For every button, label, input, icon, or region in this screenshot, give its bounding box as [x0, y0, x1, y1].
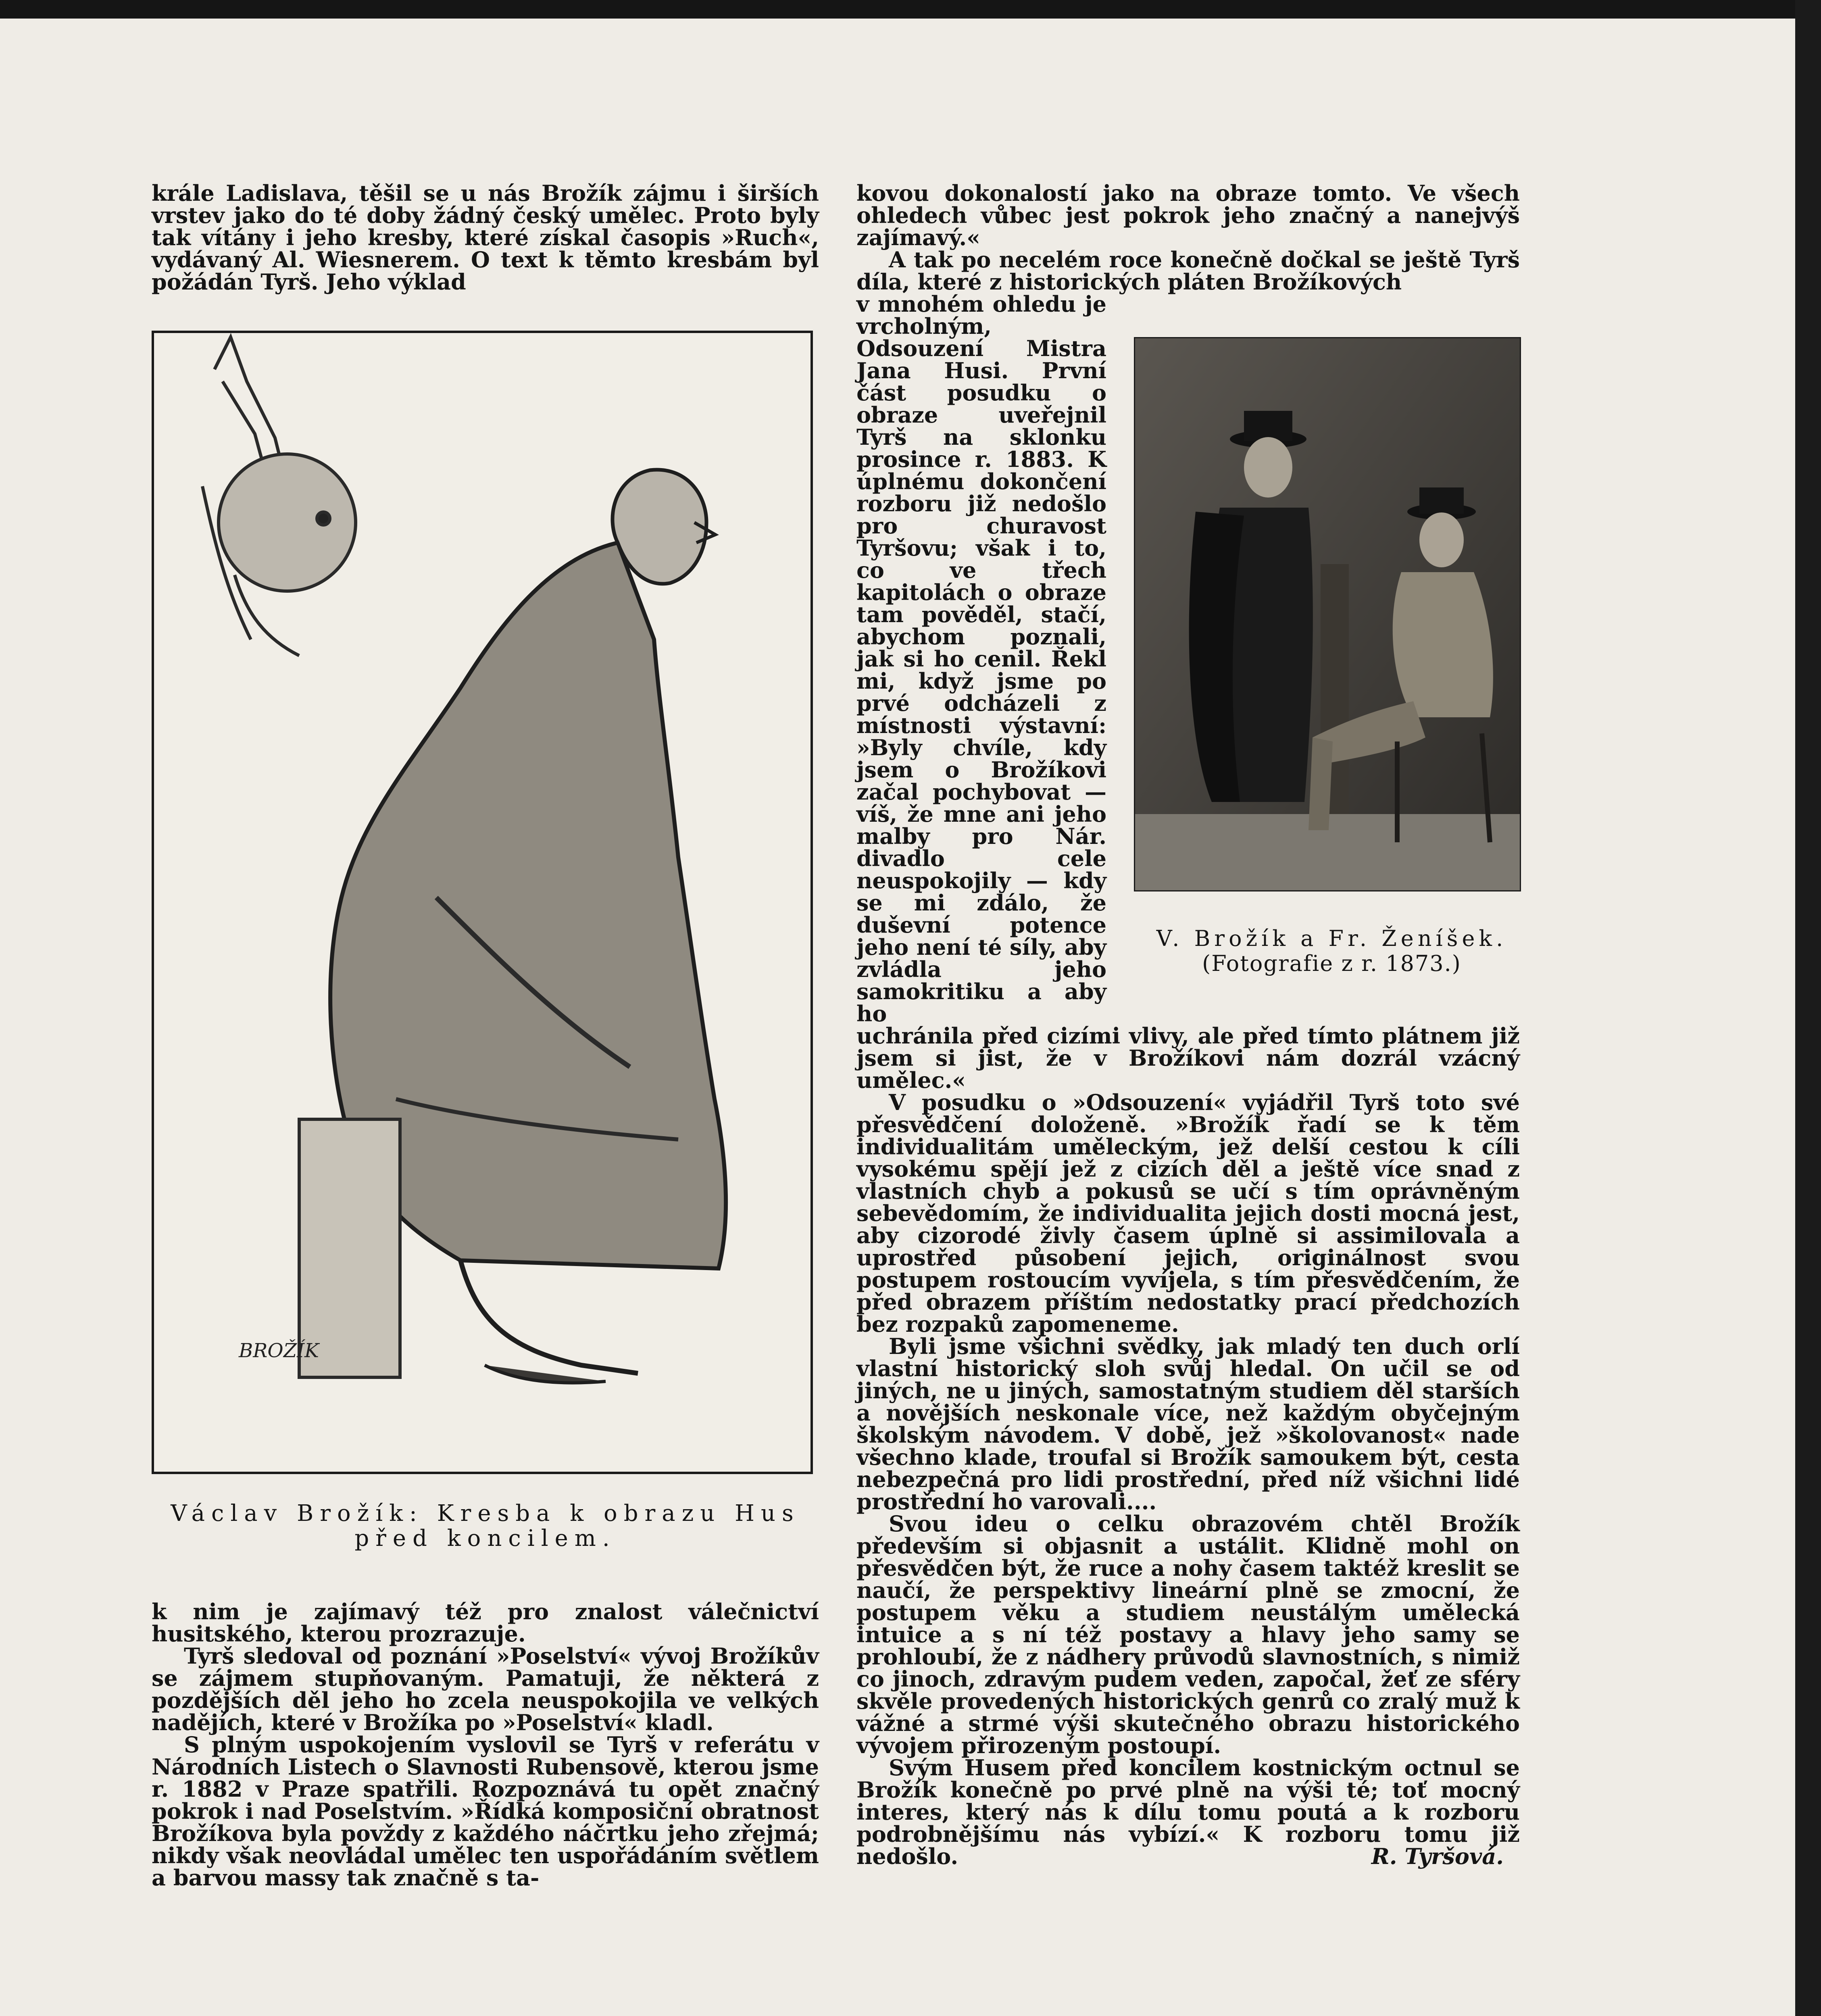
narrow-paragraph: v mnohém ohledu je vrcholným, Odsouzení Mistra Jana Husi. První část posudku o obraze uveřejnil Tyrš na sklonku prosince r. 1883. K úplnému dokončení rozboru již nedošlo pro churavost Tyršovu; však i to, co ve třech kapitolách o obraze tam pověděl, stačí, abychom poznali, jak si ho cenil. Řekl mi, když jsme po prvé odcházeli z místnosti výstavní: »Byly chvíle, kdy jsem o Brožíkovi začal pochybovat — víš, že mne ani jeho malby pro Nár. divadlo cele neuspokojily — kdy se mi zdálo, že duševní potence jeho není té síly, aby zvládla jeho samokritiku a aby ho: [856, 291, 1106, 1027]
photo-caption-date: (Fotografie z r. 1873.): [1202, 951, 1461, 976]
paragraph: k nim je zajímavý též pro znalost válečnictví husitského, kterou prozrazuje.: [152, 1599, 819, 1647]
scan-border-top: [0, 0, 1821, 19]
closing-paragraph: Svým Husem před koncilem kostnickým octnul se Brožík konečně po prvé plně na výši té; toť mocný interes, který nás k dílu tomu poutá a k rozboru podrobnějšímu nás vybízí.« K rozboru tomu již nedošlo.: [856, 1755, 1520, 1869]
paragraph: [856, 1757, 1520, 1868]
sketch-illustration: [152, 331, 813, 1474]
paragraph: S plným uspokojením vyslovil se Tyrš v referátu v Národních Listech o Slavnosti Rubensově, kterou jsme r. 1882 v Praze spatřili. Rozpoznává tu opět značný pokrok i nad Poselstvím. »Řídká komposiční obratnost Brožíkova byla povždy z každého náčrtku jeho zřejmá; nikdy však neovládal umělec ten uspořádáním světlem a barvou massy tak značně s ta-: [152, 1732, 819, 1891]
paragraph: Byli jsme všichni svědky, jak mladý ten duch orlí vlastní historický sloh svůj hledal. On učil se od jiných, ne u jiných, samostatným studiem děl starších a novějších neskonale více, než každým obyčejným školským návodem. V době, jež »školovanost« nade všechno klade, troufal si Brožík samoukem být, cesta nebezpečná pro lidi prostřední, před níž všichni lidé prostřední ho varovali....: [856, 1333, 1520, 1514]
paragraph: Svou ideu o celku obrazovém chtěl Brožík především si objasnit a ustálit. Klidně mohl on přesvědčen být, že ruce a nohy časem taktéž kreslit se naučí, že perspektivy lineární plně se zmocní, že postupem věku a studiem neustálým umělecká intuice a s ní též postavy a hlavy jeho samy se prohloubí, že z nádhery průvodů slavnostních, s nimiž co jinoch, zdravým pudem veden, započal, žeť ze sféry skvěle provedených historických genrů co zralý muž k vážné a strmé výši skutečného obrazu historického vývojem přirozeným postoupí.: [856, 1511, 1520, 1758]
sketch-caption: Václav Brožík: Kresba k obrazu Hus před koncilem.: [171, 1500, 800, 1552]
photograph-image: [1135, 338, 1520, 890]
paragraph: A tak po necelém roce konečně dočkal se ještě Tyrš díla, které z historických pláten Brožíkových: [856, 247, 1520, 295]
left-column-bottom-text: [152, 1601, 819, 1889]
paragraph: V posudku o »Odsouzení« vyjádřil Tyrš toto své přesvědčení doloženě. »Brožík řadí se k těm individualitám uměleckým, jež delší cestou k cíli vysokému spějí jež z cizích děl a ještě více snad z vlastních chyb a pokusů se učí s tím oprávněným sebevědomím, že individualita jejich dosti mocná jest, aby cizorodé živly časem úplně si assimilovala a uprostřed působení jejich, originálnost svou postupem rostoucím vyvíjela, s tím přesvědčením, že před obrazem příštím nedostatky prací předchozích bez rozpaků zapomeneme.: [856, 1089, 1520, 1337]
sketch-drawing: [154, 333, 810, 1472]
photograph: [1134, 337, 1521, 891]
left-column-top-text: [152, 182, 819, 293]
photo-caption-title: V. Brožík a Fr. Ženíšek.: [1156, 926, 1507, 951]
paragraph: Tyrš sledoval od poznání »Poselství« vývoj Brožíkův se zájmem stupňovaným. Pamatuji, že některá z pozdějších děl jeho ho zcela neuspokojila ve velkých nadějích, které v Brožíka po »Poselství« kladl.: [152, 1643, 819, 1735]
sketch-signature: BROŽÍK: [239, 1339, 319, 1362]
paragraph: kovou dokonalostí jako na obraze tomto. Ve všech ohledech vůbec jest pokrok jeho značný a nanejvýš zajímavý.«: [856, 180, 1520, 250]
paragraph: krále Ladislava, těšil se u nás Brožík zájmu i širších vrstev jako do té doby žádný český umělec. Proto byly tak vítány i jeho kresby, které získal časopis »Ruch«, vydávaný Al. Wiesnerem. O text k těmto kresbám byl požádán Tyrš. Jeho výklad: [152, 180, 819, 295]
photo-caption: [1129, 926, 1534, 976]
author-signature: R. Tyršová.: [1371, 1843, 1504, 1869]
paragraph: uchránila před cizími vlivy, ale před tímto plátnem již jsem si jist, že v Brožíkovi nám dozrál vzácný umělec.«: [856, 1023, 1520, 1093]
scan-border-right: [1795, 0, 1821, 2016]
